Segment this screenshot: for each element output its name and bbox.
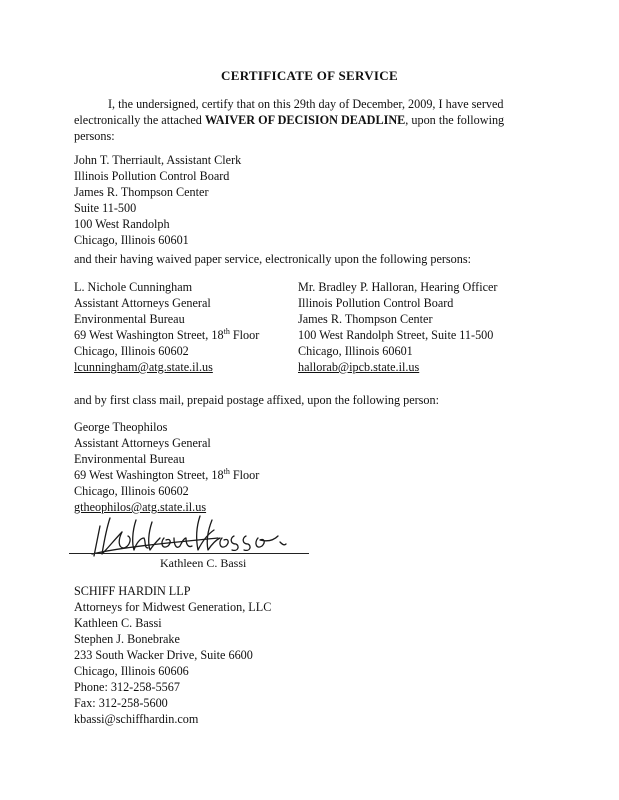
- address-line-street: [74, 467, 259, 483]
- address-line: Illinois Pollution Control Board: [298, 296, 454, 310]
- firm-line: Fax: 312-258-5600: [74, 696, 168, 710]
- street-ordinal: th: [223, 326, 230, 336]
- mail-recipient-block: [74, 419, 259, 515]
- street-ordinal: th: [223, 466, 230, 476]
- address-line: Environmental Bureau: [74, 312, 185, 326]
- firm-block: [74, 583, 271, 727]
- address-line: Assistant Attorneys General: [74, 436, 211, 450]
- address-line: Environmental Bureau: [74, 452, 185, 466]
- firm-line: Kathleen C. Bassi: [74, 616, 162, 630]
- intro-text-before: I, the undersigned, certify that on this 29th day of December, 2009, I have served electronically the attached: [74, 97, 504, 127]
- email-link[interactable]: gtheophilos@atg.state.il.us: [74, 500, 207, 514]
- address-line: 100 West Randolph: [74, 217, 170, 231]
- signature-line: [69, 553, 309, 554]
- address-line: John T. Therriault, Assistant Clerk: [74, 153, 242, 167]
- street-text: 69 West Washington Street, 18: [74, 468, 224, 482]
- waived-paper-text: and their having waived paper service, electronically upon the following persons:: [74, 252, 471, 266]
- address-line-street: [74, 327, 259, 343]
- email-link[interactable]: hallorab@ipcb.state.il.us: [298, 360, 420, 374]
- address-line: Chicago, Illinois 60602: [74, 484, 189, 498]
- mail-statement: [74, 392, 439, 408]
- address-line: James R. Thompson Center: [74, 185, 209, 199]
- firm-line: SCHIFF HARDIN LLP: [74, 584, 191, 598]
- street-text: 69 West Washington Street, 18: [74, 328, 224, 342]
- email-link[interactable]: lcunningham@atg.state.il.us: [74, 360, 213, 374]
- signature-name: Kathleen C. Bassi: [160, 556, 247, 570]
- waived-recipient-left: [74, 279, 259, 375]
- address-line: 100 West Randolph Street, Suite 11-500: [298, 328, 494, 342]
- street-floor: Floor: [229, 328, 260, 342]
- waived-paper-statement: [74, 251, 471, 267]
- firm-email[interactable]: kbassi@schiffhardin.com: [74, 712, 199, 726]
- mail-text: and by first class mail, prepaid postage affixed, upon the following person:: [74, 393, 439, 407]
- document-title: CERTIFICATE OF SERVICE: [221, 68, 398, 83]
- address-line: Chicago, Illinois 60601: [74, 233, 189, 247]
- waived-recipient-right: [298, 279, 497, 375]
- street-floor: Floor: [229, 468, 260, 482]
- address-line: Suite 11-500: [74, 201, 137, 215]
- address-line: L. Nichole Cunningham: [74, 280, 193, 294]
- intro-paragraph: [74, 96, 514, 144]
- firm-line: 233 South Wacker Drive, Suite 6600: [74, 648, 253, 662]
- address-line: George Theophilos: [74, 420, 168, 434]
- address-line: James R. Thompson Center: [298, 312, 433, 326]
- firm-line: Attorneys for Midwest Generation, LLC: [74, 600, 272, 614]
- firm-line: Phone: 312-258-5567: [74, 680, 180, 694]
- address-line: Illinois Pollution Control Board: [74, 169, 230, 183]
- address-line: Chicago, Illinois 60601: [298, 344, 413, 358]
- intro-bold-title: WAIVER OF DECISION DEADLINE: [204, 113, 406, 127]
- intro-text-after: , upon the following persons:: [74, 113, 505, 143]
- primary-recipient-block: [74, 152, 241, 248]
- address-line: Assistant Attorneys General: [74, 296, 211, 310]
- address-line: Chicago, Illinois 60602: [74, 344, 189, 358]
- firm-line: Stephen J. Bonebrake: [74, 632, 180, 646]
- address-line: Mr. Bradley P. Halloran, Hearing Officer: [298, 280, 498, 294]
- firm-line: Chicago, Illinois 60606: [74, 664, 189, 678]
